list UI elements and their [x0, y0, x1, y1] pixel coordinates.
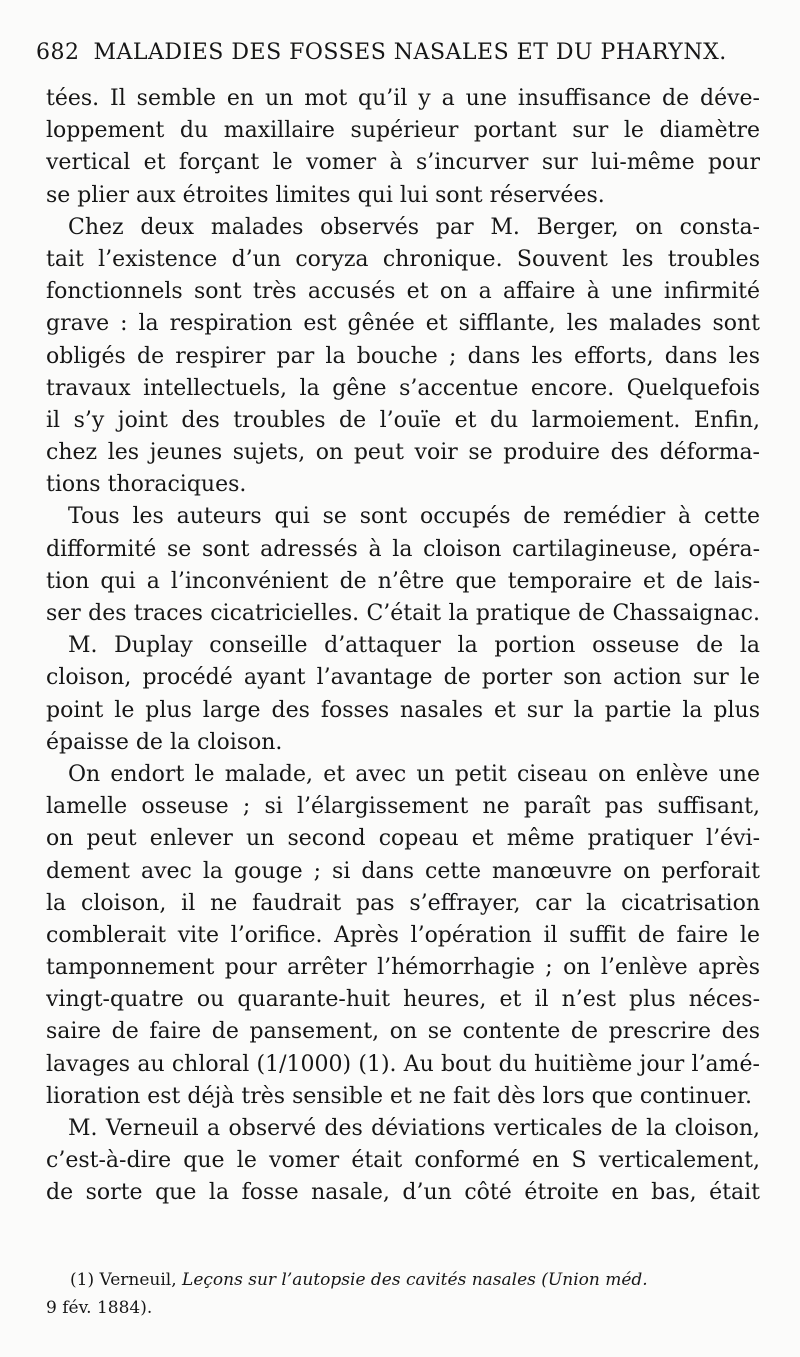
text-line: on peut enlever un second copeau et même pratiquer l’évi- [46, 826, 760, 852]
page-number: 682 [36, 40, 80, 65]
text-line: obligés de respirer par la bouche ; dans les efforts, dans les [46, 343, 760, 369]
text-line: lioration est déjà très sensible et ne fait dès lors que continuer. [46, 1083, 752, 1109]
text-line: M. Duplay conseille d’attaquer la portion osseuse de la [68, 633, 760, 659]
text-line: comblerait vite l’orifice. Après l’opération il suffit de faire le [46, 922, 760, 948]
text-line: Tous les auteurs qui se sont occupés de remédier à cette [68, 504, 760, 530]
footnote-marker: (1) Verneuil, [70, 1270, 177, 1290]
text-line: tions thoraciques. [46, 472, 247, 498]
text-line: M. Verneuil a observé des déviations verticales de la cloison, [68, 1116, 760, 1141]
text-line: loppement du maxillaire supérieur portant sur le diamètre [46, 118, 760, 144]
text-line: ser des traces cicatricielles. C’était la pratique de Chassaignac. [46, 601, 760, 626]
footnote-line: 9 fév. 1884). [46, 1298, 153, 1318]
running-title: MALADIES DES FOSSES NASALES ET DU PHARYNX. [93, 40, 727, 65]
text-line: point le plus large des fosses nasales et sur la partie la plus [46, 697, 760, 723]
text-line: cloison, procédé ayant l’avantage de porter son action sur le [46, 665, 760, 691]
text-line: lavages au chloral (1/1000) (1). Au bout du huitième jour l’amé- [46, 1051, 760, 1077]
text-line: vertical et forçant le vomer à s’incurver sur lui-même pour [46, 150, 760, 176]
text-line: fonctionnels sont très accusés et on a affaire à une infirmité [46, 279, 760, 305]
text-line: tion qui a l’inconvénient de n’être que temporaire et de lais- [46, 568, 760, 594]
text-line: Chez deux malades observés par M. Berger, on consta- [68, 214, 760, 240]
text-line: de sorte que la fosse nasale, d’un côté étroite en bas, était [46, 1180, 760, 1206]
text-line: grave : la respiration est gênée et sifflante, les malades sont [46, 311, 760, 337]
text-line: chez les jeunes sujets, on peut voir se produire des déforma- [46, 440, 760, 466]
text-line: c’est-à-dire que le vomer était conformé en S verticalement, [46, 1148, 760, 1174]
text-line: il s’y joint des troubles de l’ouïe et du larmoiement. Enfin, [46, 407, 760, 433]
text-line: tamponnement pour arrêter l’hémorrhagie ; on l’enlève après [46, 955, 760, 981]
body-text [46, 83, 760, 1210]
text-line: travaux intellectuels, la gêne s’accentue encore. Quelquefois [46, 375, 760, 401]
footnote-journal: (Union méd. [541, 1270, 648, 1290]
text-line: lamelle osseuse ; si l’élargissement ne paraît pas suffisant, [46, 794, 760, 820]
text-line: On endort le malade, et avec un petit ciseau on enlève une [68, 761, 760, 787]
text-line: la cloison, il ne faudrait pas s’effrayer, car la cicatrisation [46, 890, 760, 916]
text-line: difformité se sont adressés à la cloison cartilagineuse, opéra- [46, 536, 760, 562]
text-line: tait l’existence d’un coryza chronique. Souvent les troubles [46, 246, 760, 272]
footnote [46, 1266, 760, 1322]
text-line: vingt-quatre ou quarante-huit heures, et il n’est plus néces- [46, 987, 760, 1013]
text-line: saire de faire de pansement, on se contente de prescrire des [46, 1019, 760, 1045]
running-header [36, 40, 776, 65]
text-line: épaisse de la cloison. [46, 729, 283, 755]
text-line: tées. Il semble en un mot qu’il y a une insuffisance de déve- [46, 86, 760, 111]
text-line: se plier aux étroites limites qui lui sont réservées. [46, 182, 605, 208]
footnote-line [46, 1266, 760, 1294]
footnote-title: Leçons sur l’autopsie des cavités nasales [182, 1270, 536, 1290]
text-line: dement avec la gouge ; si dans cette manœuvre on perforait [46, 858, 760, 884]
